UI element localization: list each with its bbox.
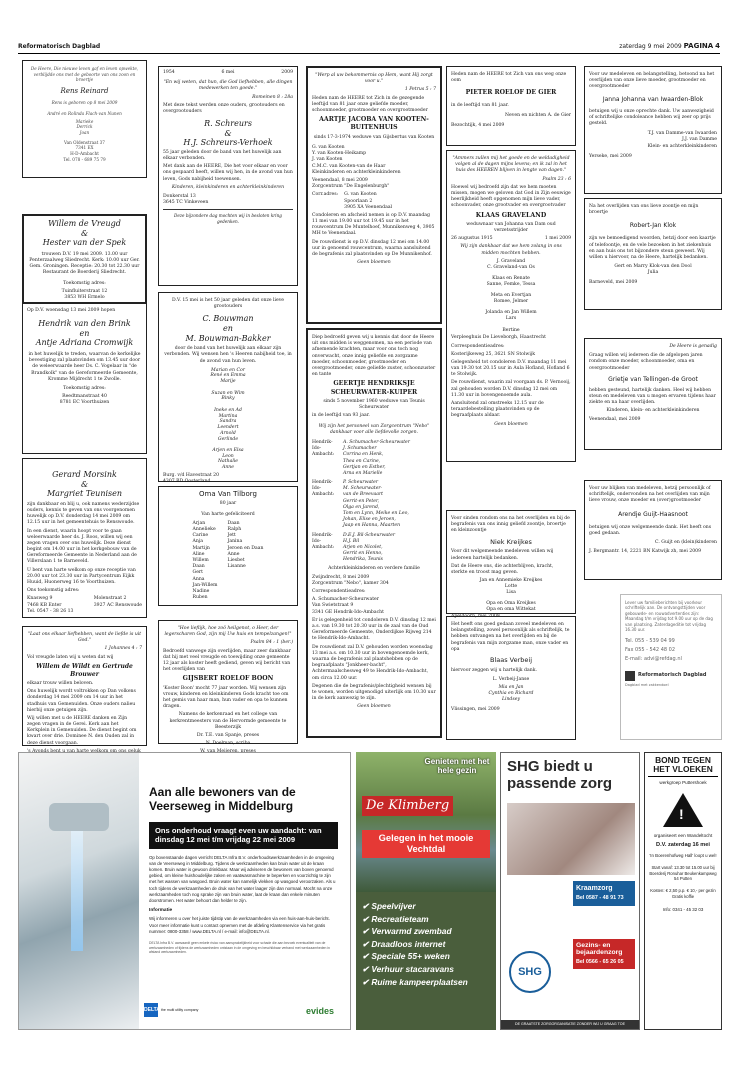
anniversary-bouwman: D.V. 15 mei is het 50 jaar geleden dat onze lieve grootouders C. Bouwman en M. Bouwman-Bakker door de band van het huwelijk aan elkaar zijn verbonden. Wij wensen hen 's Heeren nabijheid toe, in de avond van hun leven. Marian en Cor René en Emma Marije Suzan en Wim Binky Ineke en Ad Martina Sandra Leendert Arnold Gerlinde Arjen en Elsa Leon Nathalie Anne Burg. v/d Havestraat 20 4307 BD Oosterland xyxy=(158,292,298,482)
water-stream xyxy=(71,831,83,951)
check-icon: ✔ xyxy=(362,976,372,987)
obituary-van-kooten: "Werp al uw bekommernis op Hem, want Hij zorgt voor u." 1 Petrus 5 : 7 Heden nam de HEERE tot Zich in de gezegende leeftijd van 81 jaar onze geliefde moeder, schoonmoeder, grootmoeder en overgrootmoeder AARTJE JACOBA VAN KOOTEN-BUITENHUIS sinds 17-3-1974 weduwe van Gijsbertus van Kooten G. van Kooten Y. van Kooten-Heikamp J. van Kooten C.M.C. van Kooten-van de Haar Kleinkinderen en achterkleinkinderen Veenendaal, 8 mei 2009 Zorgcentrum "De Engelenburgh" Corr.adres: G. van Kooten Spoorlaan 2 3905 XA Veenendaal Condoleren en afscheid nemen is op D.V. maandag 11 mei van 19.00 uur tot 19.45 uur in het rouwcentrum De Muntelhoef, Munnikenweg 4, 3905 MH te Veenendaal. De rouwdienst is op D.V. dinsdag 12 mei om 14.00 uur in genoemd rouwcentrum, waarna aansluitend de begrafenis zal plaatsvinden op De Munnikenhof. Geen bloemen xyxy=(306,66,442,324)
rd-service-info: Lever uw familieberichten bij voorkeur schriftelijk aan. De ontvangsttijden voor gebouwde- en rouwadvertenties zijn: Maandag t/m vrijdag tot 9.00 uur op de dag van plaatsing. Zaterdageditie tot vrijdag 16.30 uur. Tel. 055 - 539 04 99 Fax 055 - 542 48 02 E-mail: advi@refdag.nl Reformatorisch Dagblad Dagblad met zakkendoel xyxy=(620,594,722,740)
check-icon: ✔ xyxy=(362,951,372,962)
birth-announcement-rens: De Heere, Die nieuwe leven gaf en leven opwekte, verblijdde ons met de geboorte van ons zoon en broertje Rens Reinard Rens is geboren op 8 mei 2009 André en Rolinda Flach-van Nunen Marieke Derrick Joan Van Oldenstraat 37 7341 EX H-D-Ambacht Tel. 078 - 689 75 79 xyxy=(22,60,147,178)
wedding-wildt-brouwer: "Laat ons elkaar liefhebben, want de liefde is uit God." 1 Johannes 4 : 7 Vol vreugde laten wij u weten dat wij Willem de Wildt en Gertrude Brouwer elkaar trouw willen beloven. Ons huwelijk wordt voltrokken op Dan volkens donderdag 14 mei 2009 om 14 uur in het stadhuis van Gemenuiden. Onze ouders nalieu hierbij onze getuigen zijn. Wij willen met u de HEERE danken en Zijn zegen vragen in de Gerei. Kerk aan het Kerkplein in Gemenuiden. De dienst begint om kwart over drie. Dominee N. den Ouden zal in deze dienst voorgaan. xyxy=(22,626,147,746)
check-icon: ✔ xyxy=(362,901,372,911)
baby-name: Rens Reinard xyxy=(60,87,109,96)
feature-item: ✔ Verhuur stacaravans xyxy=(362,964,454,975)
newspaper-name: Reformatorisch Dagblad xyxy=(18,42,101,50)
thanks-guijt: Voor uw blijken van medeleven, hetzij persoonlijk of schriftelijk, ondervonden na het overlijden van mijn lieve vrouw, onze moeder en (over)grootmoeder Arendje Guijt-Haasnoot betuigen wij onze welgemeende dank. Het heeft ons goed gedaan. C. Guijt en (klein)kinderen J. Bergmantr. 14, 2221 BN Katwijk zh, mei 2009 xyxy=(584,480,722,580)
bond-tegen-vloeken-advertisement: BOND TEGEN HET VLOEKEN werkgroep Puttershoek ! organiseert een Wandeltocht D.V. zaterdag 16 mei 'In Boerenhofweg Hall' loopt u wel! Start vanaf: 13.30 tot 15.00 uur bij Boerderij Ronuhar Beukenkampweg 54 Putten Kosten: € 2,50 p.p. € 10,- per gezin Gratis koffie Info: 0341 - 45 32 03 xyxy=(644,752,722,1030)
feature-item: ✔ Recreatieteam xyxy=(362,913,429,924)
check-icon: ✔ xyxy=(362,964,372,975)
thanks-van-tellingen: De Heere is genadig Graag willen wij iedereen die de afgelopen jaren rondom onze moeder, schoonmoeder, oma en overgrootmoeder Grietje van Tellingen-de Groot hebben gesteund, hartelijk danken. Heel wij hebben steun en medeleven van u mogen ervaren tijdens haar ziekte en na haar overlijden. Kinderen, klein- en achterkleinkinderen Veenendaal, mei 2009 xyxy=(584,338,722,450)
obituary-scheurwater: Diep bedroefd geven wij u kennis dat door de Heere uit ons midden is weggenomen, na een periode van afnemende krachten, maar voor ons toch nog onverwacht, onze innig geliefde en zorgzame moeder, schoonmoeder, grootmoeder en overgrootmoeder, onze geliefde zuster, schoonzuster en tante GEERTJE HENDRIKSJE SCHEURWATER-KUIPER sinds 5 november 1960 weduwe van Teunis Scheurwater in de leeftijd van 93 jaar. Wij zijn het personeel van Zorgcentrum "Nebo" dankbaar voor alle liefdevolle zorgen. Hendrik-Ido-Ambacht: A. Schumacher-Scheurwater J. Schumacher Corrina en Henk, Thea en Carine, Gertjan en Esther, Arna en Marielle Hendrik-Ido-Ambacht: P. Scheurwater M. Scheurwater- van de Breevaart Gerrit-en Peter, Olga en Jarend, Tom en Lynn, Meike en Leo, Johan, Elise en Jeroen, Jaap en Hanna, Maarten Hendrik-Ido-Ambacht: D.E.J. Bil-Scheurwater H.J. Bil Arjen en Nicolet, Gerrit en Henno, Hendrika, Teunis Achterkleinkinderen en verdere familie Zwijndrecht, 8 mei 2009 Zorgcentrum "Nebo", kamer 304 Correspondentieadres: A. Schumacher-Scheurwater Van Swietstraat 9 3341 GE Hendrik-Ido-Ambacht Er is gelegenheid tot condoleren D.V. dinsdag 12 mei a.s. van 19.30 tot 20.30 uur in de zaal van de Oud Gereformeerde Gemeente, Onderdijkse Rijweg 214 te Hendrik-Ido-Ambacht. De rouwdienst zal D.V. gehouden worden woensdag 13 mei a.s. om 10.30 uur in bovengenoemde kerk, waarna de begrafenis zal plaatshebben op de begraafplaats "Jonkheer-bacht", Achtermaalschesweg 49 te Hendrik-Ido-Ambacht, om circa 12.00 uur. Degenen die de begrafenis/plechtigheid wensen bij te wonen, worden uitgenodigd uiterlijk om 10.30 uur in de kerk aanwezig te zijn. Geen bloemen xyxy=(306,328,442,738)
shg-logo: SHG xyxy=(509,951,551,993)
wedding-brink: Op D.V. woensdag 13 mei 2009 hopen Hendrik van den Brink en Antje Adriana Cromwijk in het huwelijk te treden, waarvan de kerkelijke bevestiging zal plaatsvinden om 13.45 uur door de weleerwaarde heer Ds. C. Vogelaar in "de Brandkolk" van de Gereformeerde Gemeente, Kromme Mijdrecht 1 te Zwolle. Toekomstig adres: Reedtmanstraat 40 8781 EC Voorthuizen xyxy=(22,302,147,454)
delta-logo: DELTA the multi utility company xyxy=(144,1003,198,1017)
birthday-oma-tilborg: Oma Van Tilborg 80 jaar Van harte gefeliciteerd Arjan Annelieke Carine Anja Martijn Aline Willem Daan Gert Anna Jan-Willem Nadine Ruben Daan Ralph Jett Janina Jeroen en Daan Anne Liesbet Lisanne xyxy=(158,486,298,606)
evides-logo: evides xyxy=(305,1005,334,1016)
klimberg-features xyxy=(362,900,490,988)
feature-item: ✔ Speciale 55+ weken xyxy=(362,951,450,962)
feature-item: ✔ Draadloos internet xyxy=(362,938,446,949)
feature-item: ✔ Ruime kampeerplaatsen xyxy=(362,976,468,987)
water-image xyxy=(19,753,139,1029)
rd-logo: Reformatorisch Dagblad xyxy=(625,671,717,681)
check-icon: ✔ xyxy=(362,913,372,924)
thanks-kreijkes: Voor sinden rondom ons na het overlijden en bij de begrafenis van ons innig geliefd zoontje, broertje en kleinzoontje Niek Kreijkes Voor dit welgemeende medeleven willen wij iedereen hartelijk bedanken. Dat de Heere ons, die achterblijven, kracht, sterkte en troost mag geven. Jan en Annemieke Kreijkes Lotte Lisa Opa en Oma Kreijkes Opa en oma Wittekat Apeldoorn, mei 2009 xyxy=(446,510,576,614)
wedding-morsink: Gerard Morsink & Margriet Teunisen zijn dankbaar en blij u, ook namens wederzijdse ouders, kennis te geven van ons voorgenomen huwelijk op D.V. donderdag 14 mei 2009 om 12.15 uur in het gemeentehuis te Renswoude. In een dienst, waarin hoopt voor te gaan weleerwaarde heer ds. J. Roos, willen wij een zegen vragen over ons huwelijk. Deze dienst begint om 14.00 uur in het kerkgebouw van de Gereformeerde Gemeente in Nederland aan de Villerslaan 1 te Barneveld. U bent van harte welkom op onze receptie van 20.00 uur tot 23.30 uur in Partycentrum Eijkk Huuid, Huonerweg 16 te Voorthuizen. Ons toekomstig adres: Knasweg 9 7468 KB Enter Tel. 0547 - 38 26 13 Molenstraat 2 3927 AC Renswoude xyxy=(22,458,147,618)
page-date: zaterdag 9 mei 2009 PAGINA 4 xyxy=(619,41,720,50)
wedding-vreugd: Willem de Vreugd & Hester van der Spek trouwen D.V. 19 mei 2009. 13.00 uur Penterzaalweg Sliedrecht. Kerk: 10.00 uur Ger. Gem. Groningen. Receptie: 20.30 tot 22.30 uur Restaurant de Boerderij Sliedrecht. Toekomstig adres: Tuinfluiterstraat 12 3853 WH Ermelo xyxy=(22,214,147,304)
faucet-icon xyxy=(49,803,109,831)
obituary-boon: "Hoe lieflijk, hoe zoö heilgenot, o Heer, der legerscharen God, zijn mij Uw huis en tempelzangen!" Psalm 84 : 1 (ber.) Bedroefd vanwege zijn overlijden, maar zeer dankbaar dat hij met veel vreugde en toewijding onze gemeente 12 jaar als koster heeft gediend, geven wij bericht van het overlijden van GIJSBERT ROELOF BOON 'Koster Boon' mocht 77 jaar worden. Wij wensen zijn vrouw, kinderen en kleinkinderen Gods kracht toe om het gemis van haar man, hun vader en opa te kunnen dragen. Namens de kerkenraad en het college van kerkrentmeesters van de Hervormde gemeente te Beesterzijk Dr. T.E. van Spanje, preses N. Doelman, scriba xyxy=(158,620,298,744)
family-photo xyxy=(507,803,635,875)
page-header xyxy=(18,42,720,54)
delta-logo-icon: DELTA xyxy=(144,1003,158,1017)
check-icon: ✔ xyxy=(362,938,372,949)
thanks-van-iwaarden: Voor uw medeleven en belangstelling, betoond na het overlijden van onze lieve moeder, grootmoeder en overgrootmoeder Janna Johanna van Iwaarden-Blok betuigen wij u onze oprechte dank. Uw aanwezigheid of schriftelijke condoleance hebben wij zeer op prijs gesteld. T.J. van Damme-van Iwaarden J.J. van Damme Klein- en achterkleinkinderen Yerseke, mei 2009 xyxy=(584,66,722,194)
feature-item: ✔ Speelvijver xyxy=(362,901,416,911)
thanks-verbeij: Het heeft ons goed gedaan zoveel medeleven en belangstelling, zowel persoonlijk als schriftelijk, te hebben ontvangen na het overlijden en bij de begrafenis van mijn zorgzame man, onze vader en opa Blaas Verbeij hiervoor zeggen wij u hartelijk dank. L. Verbeij-Janse Mia en Jan Cynthia en Richard Lindsey Vlissingen, mei 2009 xyxy=(446,616,576,740)
obituary-de-gier: Heden nam de HEERE tot Zich van ons weg onze oom PIETER ROELOF DE GIER in de leeftijd van 81 jaar. Neven en nichten A. de Gier Bezochtijk, 4 mei 2009 xyxy=(446,66,576,146)
feature-item: ✔ Verwarmd zwembad xyxy=(362,926,452,937)
obituary-graveland: "Ammers zullen mij het goede en de weldadigheid volgen al de dagen mijns levens; en ik zal in het huis des HEEREN blijven in lengte van dagen." Psalm 23 : 6 Hoewel wij bedroefd zijn dat we hem moeten missen, mogen we geloven dat God in Zijn eeuwige heerlijkheid heeft opgenomen mijn lieve vader, schoonvader, onze grootvader en overgrootvader KLAAS GRAVELAND weduwnaar van Johanna van Dam oud verzetsstrijder 26 augustus 1915 1 mei 2009 Wij zijn dankbaar dat we hem zolang in ons midden mochten hebben. J. Graveland C. Graveland-van Os Klaas en Renate Sanne, Femke, Tessa Meta en Evertjan Romee, Jelmer Jolanda en Jan Willem Lars Bertine Verpleeghuis De Lieveborgh, Haastrecht Correspondentieadres: Kosterijkeweg 25, 3621 SN Stolwijk Gelegenheid tot condoleren D.V. maandag 11 mei van 19.30 tot 20.15 uur in Aula Hofland, Hofland 6 te Stolwijk. De rouwdienst, waarin zal voorgaan ds. P. Vernooij, zal gehouden worden D.V. dinsdag 12 mei om 11.30 uur in bovengenoemde aula. Aansluitend zal omstreeks 12.15 uur de teraardebestelling plaatsvinden op de begraafplaats aldaar. Geen bloemen xyxy=(446,150,576,462)
klimberg-advertisement: Genieten met het hele gezin De Klimberg Gelegen in het mooie Vechtdal ✔ Speelvijver ✔ Recreatieteam ✔ Verwarmd zwembad ✔ Draadloos internet ✔ Speciale 55+ weken ✔ Verhuur stacaravans ✔ Ruime kampeerplaatsen xyxy=(356,752,496,1030)
klimberg-logo: De Klimberg xyxy=(362,796,453,816)
check-icon: ✔ xyxy=(362,926,372,937)
warning-sign-icon: ! xyxy=(663,793,703,827)
thanks-klok: Na het overlijden van ons lieve zoontje en mijn broertje Robert-Jan Klok zijn we bemoedigend woorden, hetzij door een kaartje of telefoontje, en de vele bezoeken in het ziekenhuis en aan huis ons tot bijzondere steun geweest. Wij willen u hiervoor, na de Heere, hartelijk bedanken. Gert en Marry Klok-van den Dool Julia Barneveld, mei 2009 xyxy=(584,198,722,310)
shg-advertisement: SHG biedt u passende zorg SHG Kraamzorg Bel 0587 - 48 91 73 Gezins- en bejaardenzorg Bel 0566 - 65 26 05 DE GRAATSTE ZORGORGANISATIE ZONDER WIJ U GRAAG TOE xyxy=(500,752,640,1030)
rd-logo-icon xyxy=(625,671,635,681)
anniversary-schreurs: 1954 6 mei 2009 "En wij weten, dat hun, die God liefhebben, alle dingen medewerken ten goede." Romeinen 8 : 28a Met deze tekst werden onze ouders, grootouders en overgrootouders R. Schreurs & H.J. Schreurs-Verhoek 55 jaar geleden door de band van het huwelijk aan elkaar verbonden. Met dank aan de HEERE, Die het voor elkaar en voor ons gespaard heeft, willen wij hen, in de avond van hun leven, Gods nabijheid toewensen. Kinderen, kleinkinderen en achterkleinkinderen Donkerstal 13 3645 TC Vinkeveen Deze bijzondere dag mochten wij in besloten kring gedenken. xyxy=(158,66,298,286)
delta-advertisement: Aan alle bewoners van de Veerseweg in Middelburg Ons onderhoud vraagt even uw aandacht: van dinsdag 12 mei t/m vrijdag 22 mei 2009 Op bovenstaande dagen verricht DELTA Infra B.V. onderhoudswerkzaamheden in de omgeving van de Veerseweg in Middelburg. Tijdens de werkzaamheden kan bruin water uit de kraan komen. Bruin water is gewoon drinkbaar. Maar wij adviseren de bewoners van boven genoemd gebied, om kleine huishoudelijke zaken en vaatwasmachine te beperken en voorzichtig te zijn met het wassen van wasgoed. Bruin water kan namelijk vlekken op wasgoed veroorzaken. Als u toch tijdens de werkzaamheden de druk van het water laager zijn dan normaal. Mocht na onze werkzaamheden toch nog sprake zijn van bruin water, laat de kraan dan enkele minuten doorstromen. Het water behoort dan helder te zijn. Informatie Wij informeren u over het juiste tijdstip van de werkzaamheden via een huis-aan-huis-bericht. Voor meer informatie kunt u contact opnemen met de afdeling Klantenservice via het gratis nummer: 0800-3358 / www.DELTA.nl / e-mail: info@DELTA.nl. DELTA Infra B.V. aanvaardt geen enkele risico van aansprakelijkheid voor schade die aan bezoek eventualiteit van de werkzaamheden of tijdens de werkzaamheden ontstaan in de omgeving en beschikbaar verband met werkzaamheden in afstand werkzaamheden. DELTA the multi utility company evides xyxy=(18,752,351,1030)
